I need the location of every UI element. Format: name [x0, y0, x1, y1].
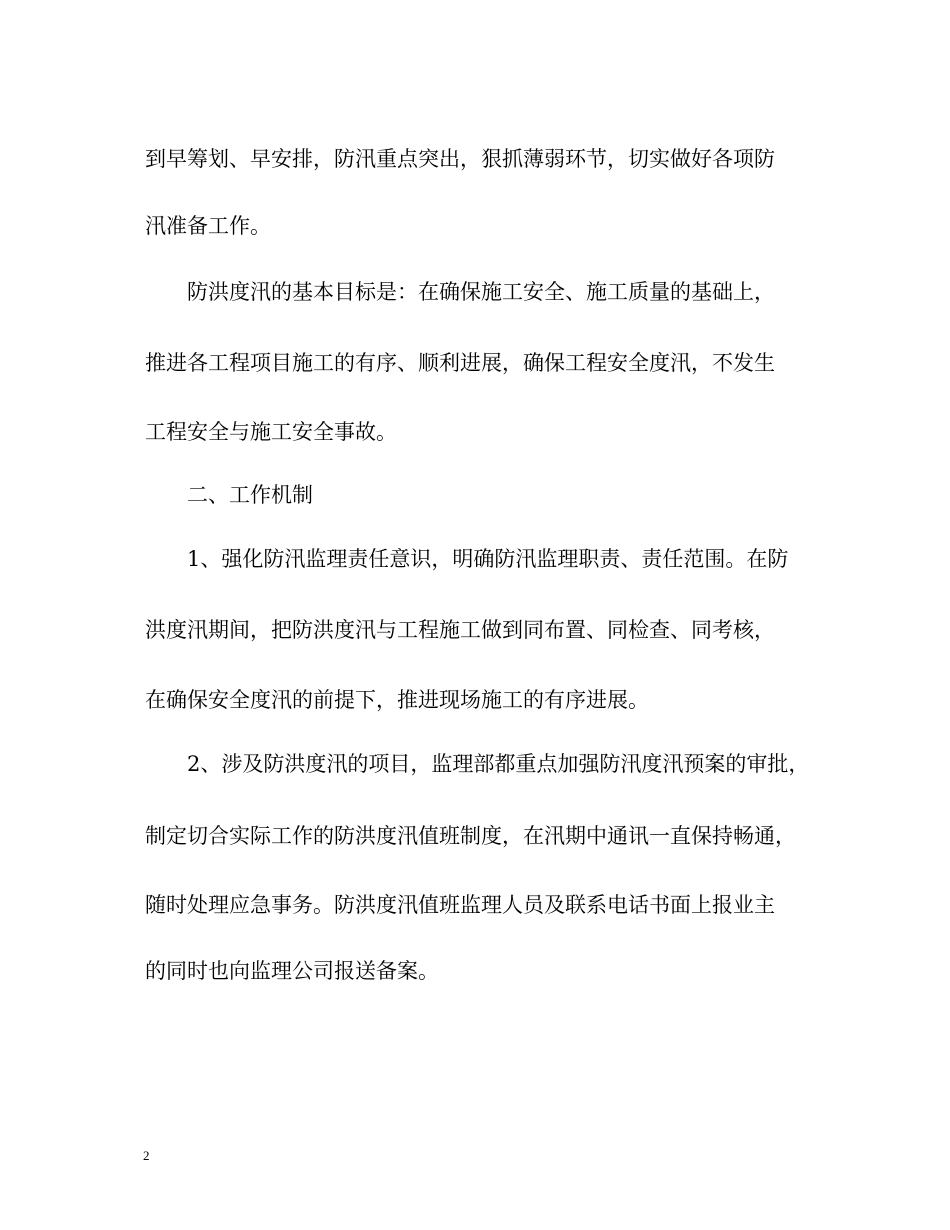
text-line: 汛准备工作。 [145, 214, 271, 238]
paragraph-start-line: 1、强化防汛监理责任意识，明确防汛监理职责、责任范围。在防 [187, 547, 789, 571]
text-line: 制定切合实际工作的防洪度汛值班制度，在汛期中通讯一直保持畅通， [145, 824, 796, 848]
paragraph-start-line: 2、涉及防洪度汛的项目，监理部都重点加强防汛度汛预案的审批， [187, 752, 810, 776]
text-line: 到早筹划、早安排，防汛重点突出，狠抓薄弱环节，切实做好各项防 [145, 147, 775, 171]
paragraph-start-line: 防洪度汛的基本目标是：在确保施工安全、施工质量的基础上， [187, 280, 775, 304]
text-line: 工程安全与施工安全事故。 [145, 420, 397, 444]
text-line: 洪度汛期间，把防洪度汛与工程施工做到同布置、同检查、同考核， [145, 618, 775, 642]
text-line: 推进各工程项目施工的有序、顺利进展，确保工程安全度汛，不发生 [145, 351, 775, 375]
text-line: 的同时也向监理公司报送备案。 [145, 959, 439, 983]
page-number: 2 [143, 1148, 150, 1163]
text-line: 在确保安全度汛的前提下，推进现场施工的有序进展。 [145, 688, 649, 712]
section-heading: 二、工作机制 [187, 483, 313, 507]
text-line: 随时处理应急事务。防洪度汛值班监理人员及联系电话书面上报业主 [145, 893, 775, 917]
